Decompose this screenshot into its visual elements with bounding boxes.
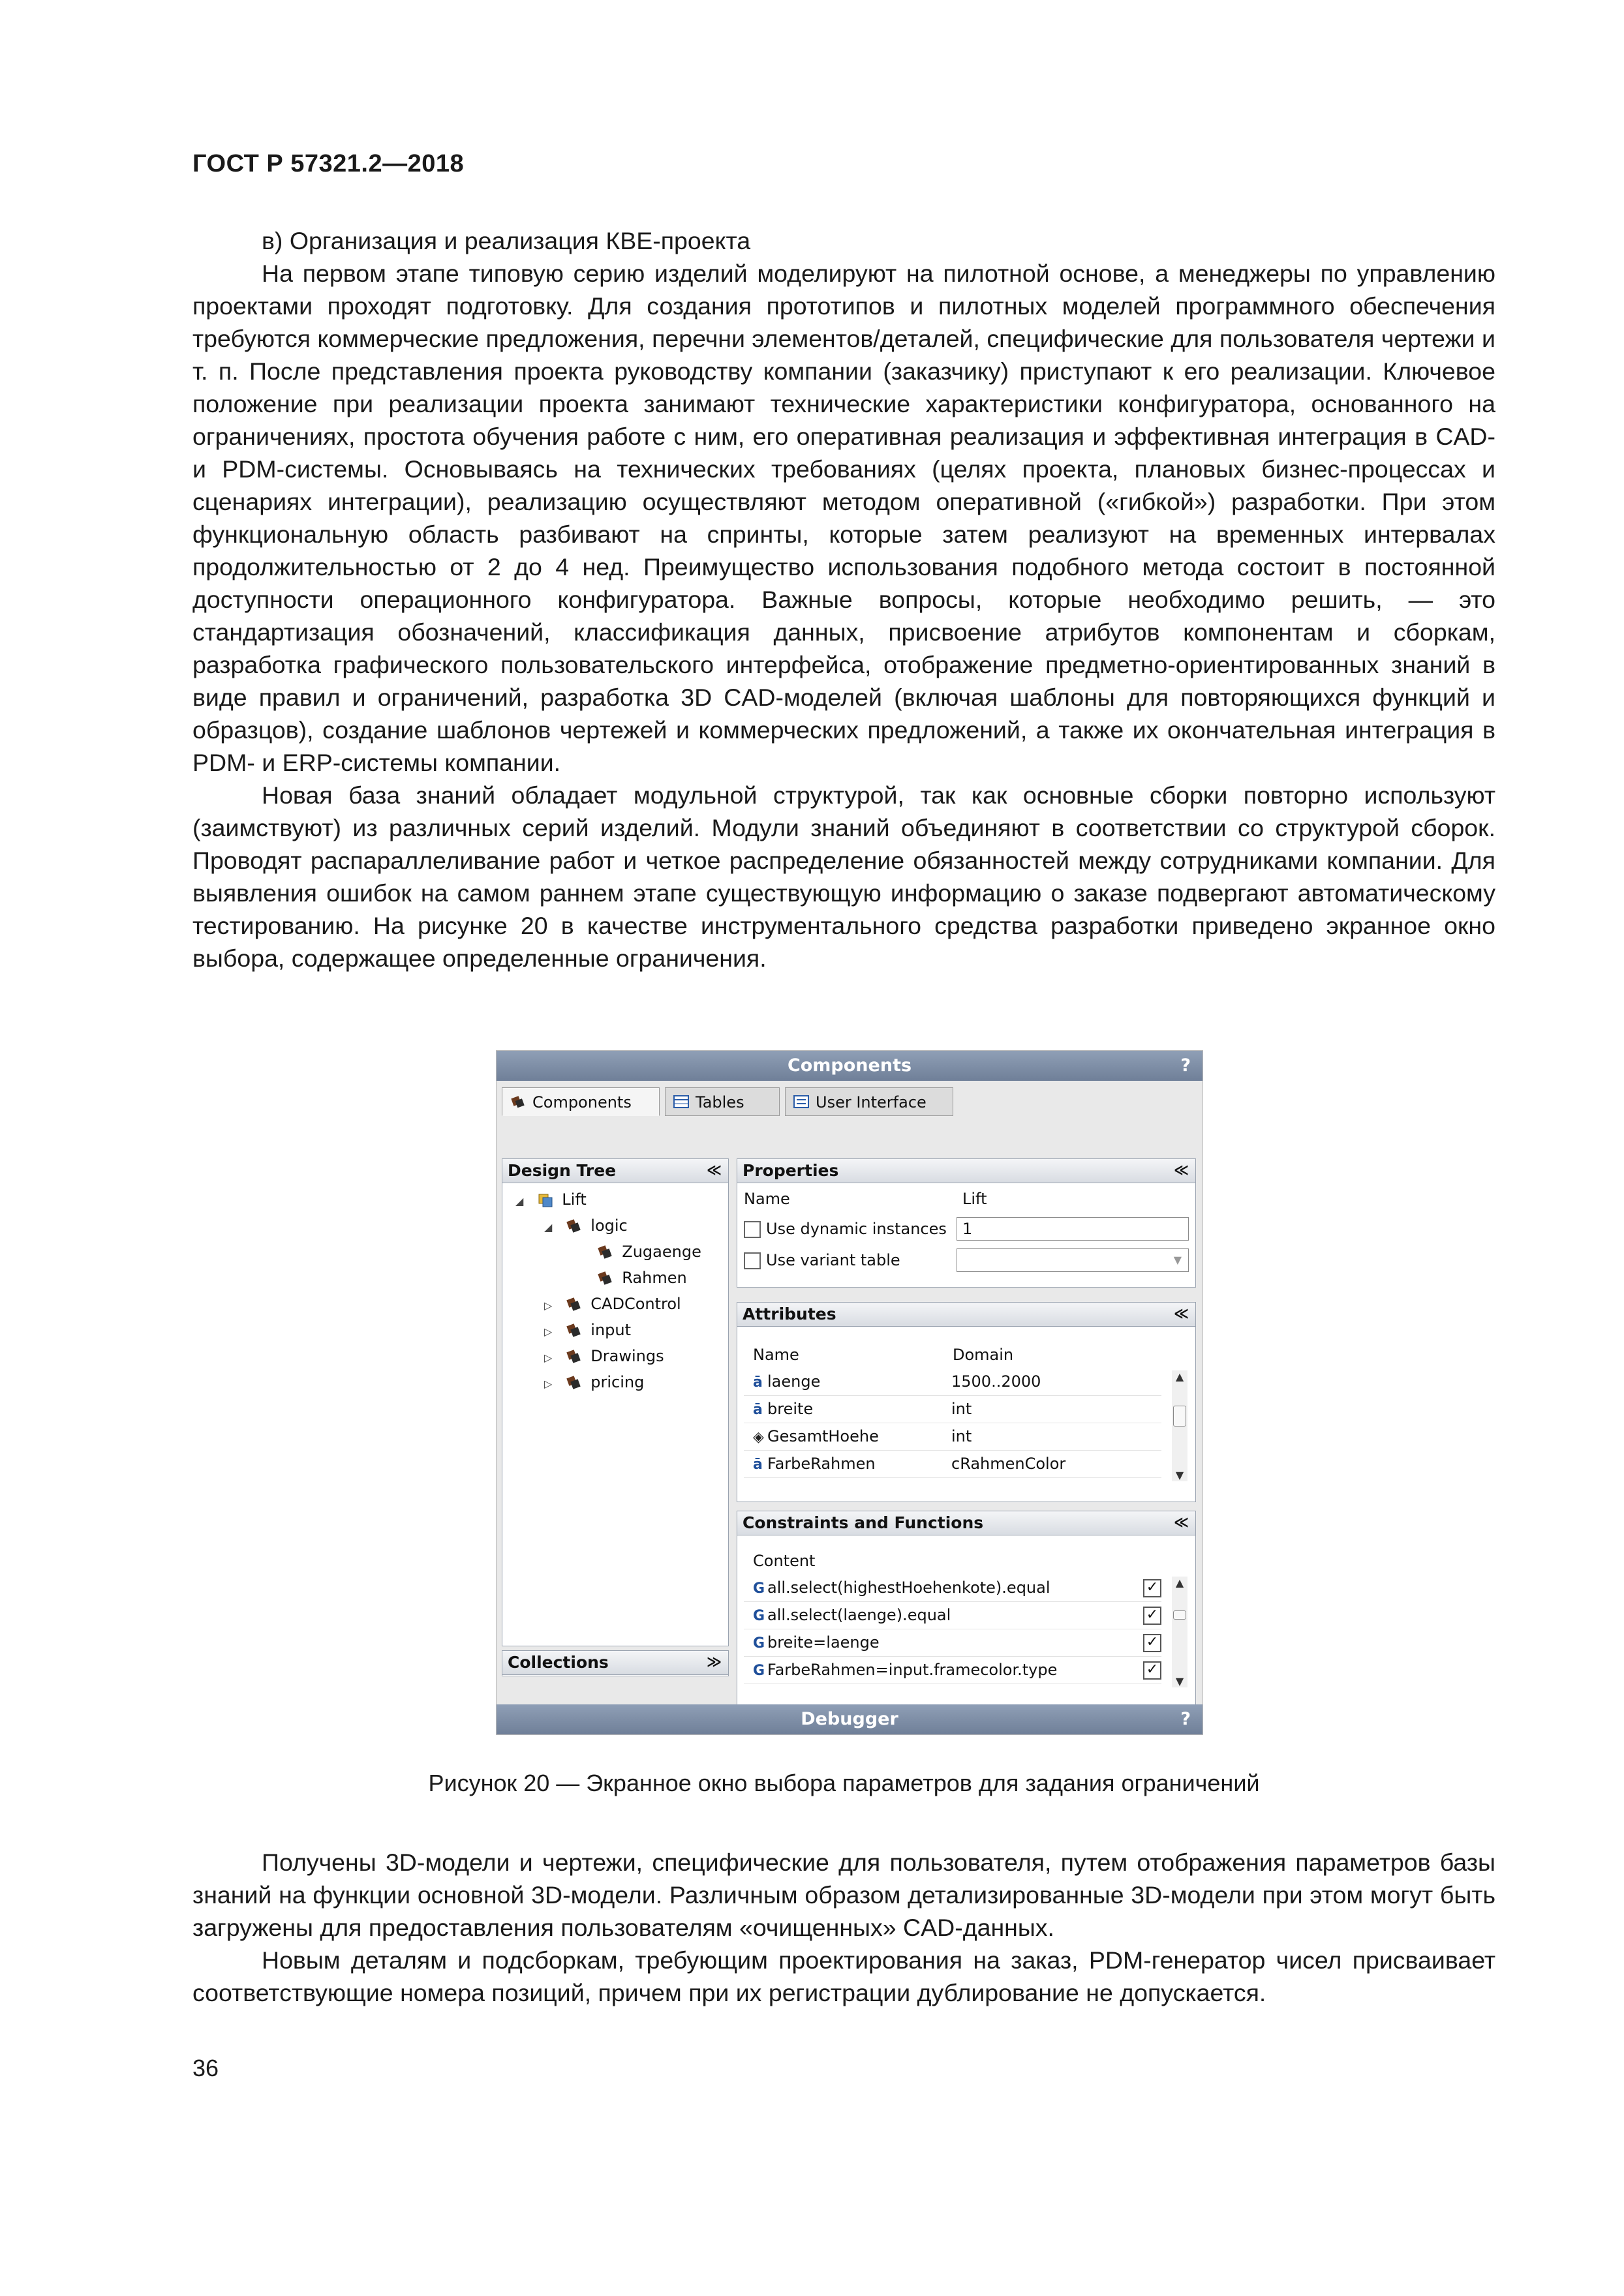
component-icon	[564, 1322, 586, 1339]
constraint-checkbox[interactable]: ✓	[1143, 1607, 1161, 1625]
expand-icon[interactable]: ▷	[544, 1299, 553, 1312]
debugger-titlebar[interactable]	[497, 1704, 1203, 1734]
component-icon	[564, 1348, 586, 1365]
help-button[interactable]: ?	[1180, 1709, 1191, 1729]
collapse-icon[interactable]: ≪	[1173, 1515, 1189, 1531]
attribute-row[interactable]: ā FarbeRahmen cRahmenColor	[744, 1450, 1161, 1478]
section-heading: в) Организация и реализация КВЕ-проекта	[262, 227, 751, 254]
column-header-domain[interactable]: Domain	[953, 1346, 1014, 1364]
paragraph: Новым деталям и подсборкам, требующим проектирования на заказ, PDM-генератор чисел присваивает соответствующие номера позиций, причем при их регистрации дублирование не допускается.	[192, 1946, 1495, 2006]
function-icon: G	[753, 1635, 765, 1652]
constraints-header[interactable]: Constraints and Functions ≪	[737, 1511, 1195, 1535]
constraint-row[interactable]: G breite=laenge ✓	[744, 1629, 1161, 1657]
design-tree-pane	[502, 1158, 729, 1646]
scroll-down-icon[interactable]: ▼	[1175, 1469, 1184, 1481]
debugger-title: Debugger	[801, 1709, 898, 1729]
collections-header[interactable]: Collections ≫	[502, 1651, 728, 1675]
body-text-bottom	[192, 1846, 1495, 2009]
tree-node-input[interactable]: ▷ input	[544, 1317, 631, 1343]
component-icon	[564, 1296, 586, 1313]
variant-table-select[interactable]	[957, 1248, 1189, 1272]
attribute-row[interactable]: ā breite int	[744, 1395, 1161, 1423]
figure-caption: Рисунок 20 — Экранное окно выбора параметров для задания ограничений	[428, 1770, 1260, 1796]
constraint-checkbox[interactable]: ✓	[1143, 1579, 1161, 1597]
property-name-row: Name Lift	[744, 1185, 1189, 1213]
constraint-row[interactable]: G all.select(highestHoehenkote).equal ✓	[744, 1574, 1161, 1602]
collapse-icon[interactable]: ≪	[1173, 1306, 1189, 1322]
dynamic-instances-checkbox[interactable]	[744, 1221, 761, 1238]
scroll-up-icon[interactable]: ▲	[1175, 1577, 1184, 1589]
attribute-icon: ā	[753, 1402, 763, 1418]
table-icon	[673, 1095, 689, 1109]
form-icon	[793, 1095, 809, 1109]
constraint-checkbox[interactable]: ✓	[1143, 1634, 1161, 1652]
properties-pane	[737, 1158, 1196, 1288]
tree-node-lift[interactable]: ◢ Lift	[515, 1186, 587, 1213]
chevron-down-icon: ▼	[1173, 1254, 1182, 1266]
design-tree-header[interactable]: Design Tree ≪	[502, 1159, 728, 1183]
component-icon	[564, 1374, 586, 1391]
scroll-thumb[interactable]	[1173, 1406, 1186, 1427]
body-text-top	[192, 224, 1495, 974]
attribute-row[interactable]: ◈ GesamtHoehe int	[744, 1423, 1161, 1451]
tab-tables[interactable]: Tables	[665, 1087, 780, 1116]
dynamic-instances-field[interactable]: 1	[957, 1217, 1189, 1241]
paragraph: На первом этапе типовую серию изделий моделируют на пилотной основе, а менеджеры по управлению проектами проходят подготовку. Для создания прототипов и пилотных моделей программного обеспечения требуются коммерческие предложения, перечни элементов/деталей, специфические для пользователя чертежи и т. п. После представления проекта руководству компании (заказчику) приступают к его реализации. Ключевое положение при реализации проекта занимают технические характеристики конфигуратора, основанного на ограничениях, простота обучения работе с ним, его оперативная реализация и эффективная интеграция в CAD- и PDM-системы. Основываясь на технических требованиях (целях проекта, плановых бизнес-процессах и сценариях интеграции), реализацию осуществляют методом оперативной («гибкой») разработки. При этом функциональную область разбивают на спринты, которые затем реализуют на временных интервалах продолжительностью от 2 до 4 нед. Преимущество использования подобного метода состоит в постоянной доступности операционного конфигуратора. Важные вопросы, которые необходимо решить, — это стандартизация обозначений, классификация данных, присвоение атрибутов компонентам и сборкам, разработка графического пользовательского интерфейса, отображение предметно-ориентированных знаний в виде правил и ограничений, разработка 3D CAD-моделей (включая шаблоны для повторяющихся функций и образцов), создание шаблонов чертежей и коммерческих предложений, а также их окончательная интеграция в PDM- и ERP-системы компании.	[192, 260, 1495, 776]
scroll-thumb[interactable]	[1173, 1610, 1186, 1620]
attributes-scrollbar[interactable]	[1172, 1370, 1187, 1481]
constraints-scrollbar[interactable]	[1172, 1577, 1187, 1687]
component-icon	[510, 1095, 526, 1109]
expand-icon[interactable]: ◢	[515, 1195, 524, 1207]
help-button[interactable]: ?	[1180, 1055, 1191, 1076]
assembly-icon	[535, 1192, 557, 1209]
component-icon	[564, 1218, 586, 1235]
scroll-down-icon[interactable]: ▼	[1175, 1675, 1184, 1687]
tree-node-pricing[interactable]: ▷ pricing	[544, 1369, 644, 1395]
collections-pane[interactable]	[502, 1650, 729, 1676]
function-icon: G	[753, 1608, 765, 1624]
tab-components[interactable]: Components	[502, 1087, 660, 1116]
properties-header[interactable]: Properties ≪	[737, 1159, 1195, 1183]
column-header-name[interactable]: Name	[753, 1346, 799, 1364]
constraints-pane	[737, 1511, 1196, 1708]
constraint-checkbox[interactable]: ✓	[1143, 1661, 1161, 1680]
expand-icon[interactable]: ▷	[544, 1352, 553, 1364]
collapse-icon[interactable]: ≪	[706, 1162, 722, 1179]
attribute-icon: ā	[753, 1374, 763, 1391]
configurator-screenshot	[496, 1050, 1203, 1735]
expand-icon[interactable]: ◢	[544, 1221, 553, 1233]
paragraph: Новая база знаний обладает модульной структурой, так как основные сборки повторно используют (заимствуют) из различных серий изделий. Модули знаний объединяют в соответствии со структурой сборок. Проводят распараллеливание работ и четкое распределение обязанностей между сотрудниками компании. Для выявления ошибок на самом раннем этапе существующую информацию о заказе подвергают автоматическому тестированию. На рисунке 20 в качестве инструментального средства разработки приведено экранное окно выбора, содержащее определенные ограничения.	[192, 781, 1495, 972]
column-header-content[interactable]: Content	[753, 1552, 816, 1570]
attribute-row[interactable]: ā laenge 1500..2000	[744, 1368, 1161, 1396]
window-titlebar	[497, 1051, 1203, 1081]
collapse-icon[interactable]: ≪	[1173, 1162, 1189, 1179]
tree-node-rahmen[interactable]: Rahmen	[575, 1265, 687, 1291]
tree-node-logic[interactable]: ◢ logic	[544, 1213, 628, 1239]
name-field[interactable]: Lift	[957, 1187, 1189, 1211]
page-number: 36	[192, 2055, 219, 2081]
attributes-pane	[737, 1302, 1196, 1502]
tree-node-zugaenge[interactable]: Zugaenge	[575, 1239, 701, 1265]
paragraph: Получены 3D-модели и чертежи, специфические для пользователя, путем отображения параметров базы знаний на функции основной 3D-модели. Различным образом детализированные 3D-модели при этом могут быть загружены для предоставления пользователям «очищенных» CAD-данных.	[192, 1849, 1495, 1941]
expand-icon[interactable]: ▷	[544, 1325, 553, 1338]
component-icon	[595, 1244, 617, 1261]
scroll-up-icon[interactable]: ▲	[1175, 1370, 1184, 1383]
constraint-row[interactable]: G all.select(laenge).equal ✓	[744, 1601, 1161, 1629]
variant-table-checkbox[interactable]	[744, 1252, 761, 1269]
attribute-icon: ā	[753, 1457, 763, 1473]
constraint-row[interactable]: G FarbeRahmen=input.framecolor.type ✓	[744, 1656, 1161, 1684]
expand-icon[interactable]: ≫	[706, 1654, 722, 1670]
tree-node-drawings[interactable]: ▷ Drawings	[544, 1343, 664, 1369]
component-icon	[595, 1270, 617, 1287]
document-code: ГОСТ Р 57321.2—2018	[192, 150, 465, 177]
tab-user-interface[interactable]: User Interface	[785, 1087, 953, 1116]
attributes-header[interactable]: Attributes ≪	[737, 1303, 1195, 1327]
tag-icon: ◈	[753, 1429, 764, 1445]
expand-icon[interactable]: ▷	[544, 1378, 553, 1390]
window-title: Components	[787, 1055, 912, 1076]
function-icon: G	[753, 1580, 765, 1597]
property-dynamic-row: Use dynamic instances 1	[744, 1215, 1189, 1243]
tree-node-cadcontrol[interactable]: ▷ CADControl	[544, 1291, 681, 1317]
function-icon: G	[753, 1663, 765, 1679]
property-variant-row: Use variant table ▼	[744, 1246, 1189, 1274]
